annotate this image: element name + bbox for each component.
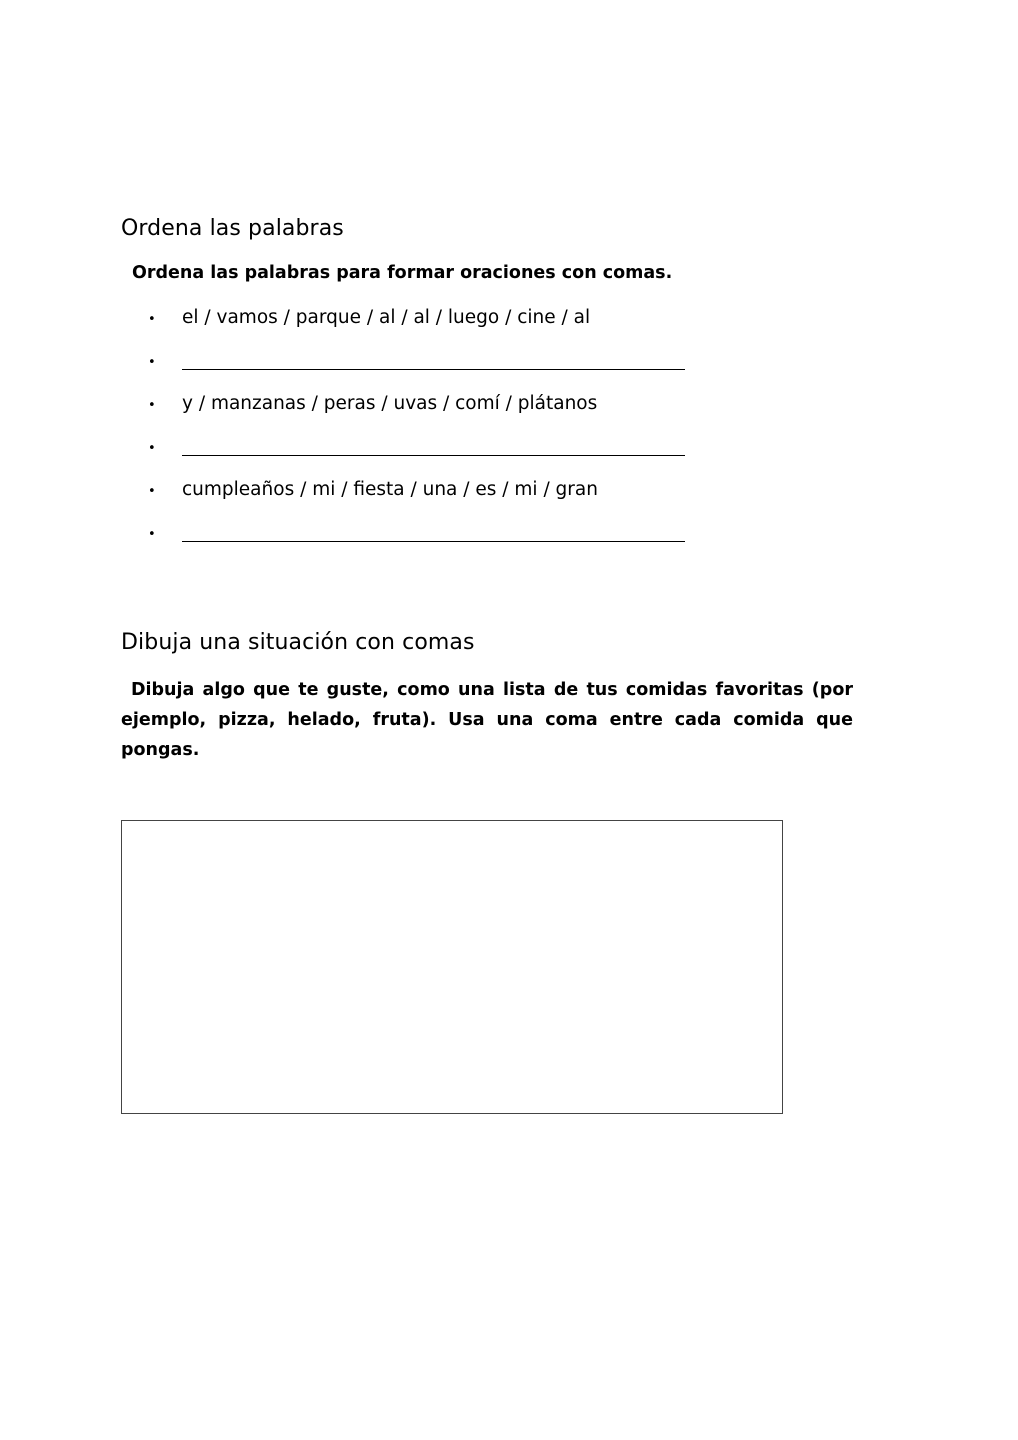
list-item [148, 300, 708, 343]
bullet-icon: • [148, 355, 156, 370]
bullet-icon: • [148, 527, 156, 542]
drawing-box[interactable] [121, 820, 783, 1114]
exercise-list [148, 300, 708, 558]
answer-line[interactable] [182, 541, 685, 542]
list-item [148, 472, 708, 515]
bullet-icon: • [148, 312, 156, 327]
answer-line[interactable] [182, 369, 685, 370]
word-scramble: el / vamos / parque / al / al / luego / cine / al [182, 307, 591, 328]
list-item [148, 515, 708, 558]
list-item [148, 429, 708, 472]
word-scramble: y / manzanas / peras / uvas / comí / plátanos [182, 393, 598, 414]
bullet-icon: • [148, 441, 156, 456]
bullet-icon: • [148, 484, 156, 499]
word-scramble: cumpleaños / mi / fiesta / una / es / mi / gran [182, 479, 598, 500]
list-item [148, 343, 708, 386]
section-title-ordena: Ordena las palabras [121, 216, 344, 241]
bullet-icon: • [148, 398, 156, 413]
instruction-dibuja: Dibuja algo que te guste, como una lista de tus comidas favoritas (por ejemplo, pizza, helado, fruta). Usa una coma entre cada comida que pongas. [121, 680, 853, 760]
answer-line[interactable] [182, 455, 685, 456]
list-item [148, 386, 708, 429]
instruction-ordena: Ordena las palabras para formar oraciones con comas. [132, 263, 673, 283]
section-title-dibuja: Dibuja una situación con comas [121, 630, 475, 655]
